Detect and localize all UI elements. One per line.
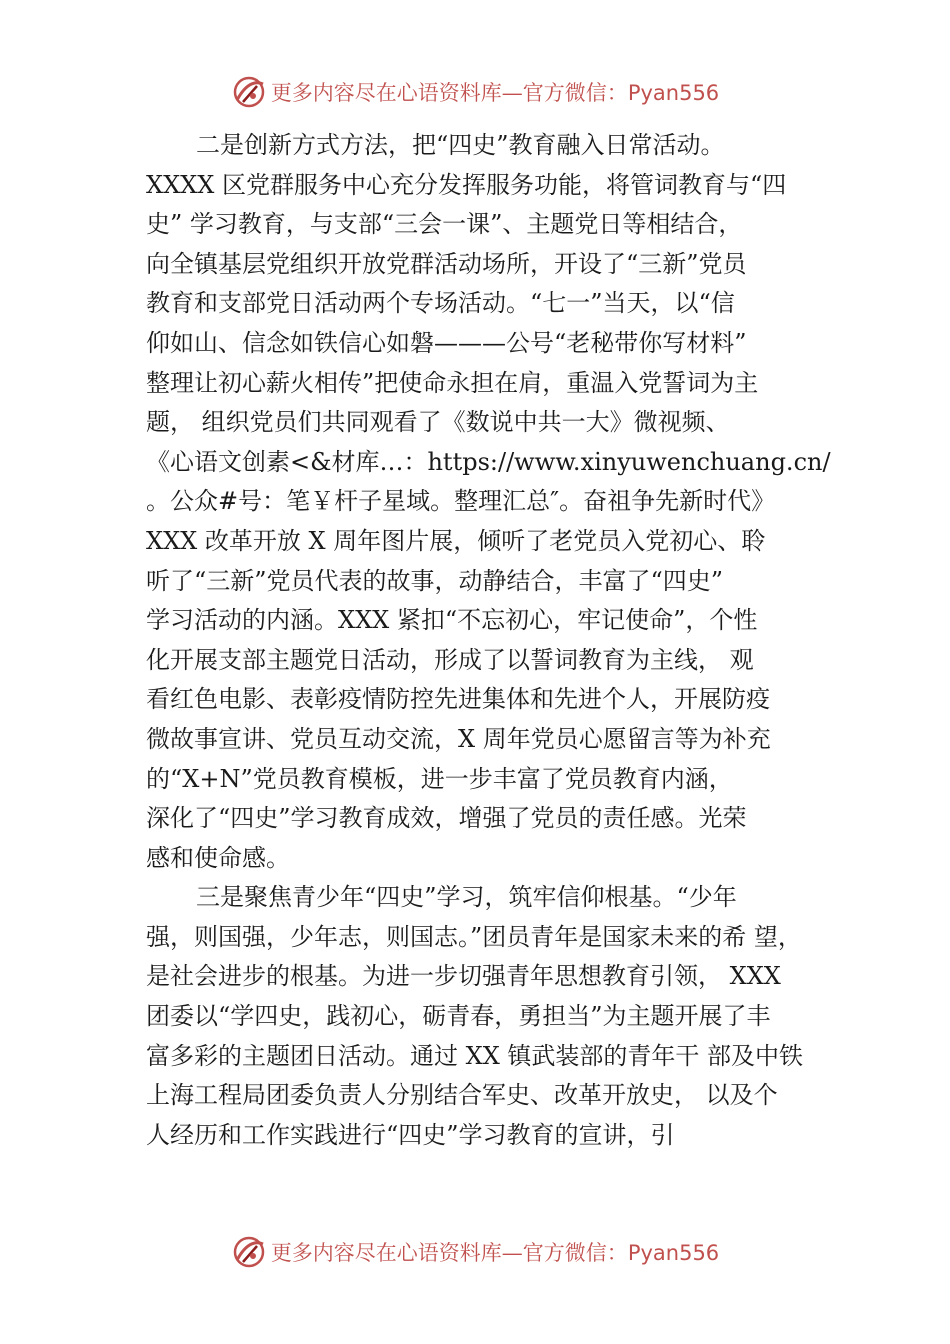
text-line: 感和使命感。 xyxy=(146,843,290,872)
text-line: 《心语文创素<&材库…：https://www.xinyuwenchuang.cn/ xyxy=(146,447,831,476)
text-line: 学习活动的内涵。XXX 紧扣“不忘初心，牢记使命”，个性 xyxy=(146,606,758,635)
text-line: 人经历和工作实践进行“四史”学习教育的宣讲，引 xyxy=(146,1120,675,1149)
text-line: 听了“三新”党员代表的故事，动静结合，丰富了“四史” xyxy=(146,566,724,595)
text-line: 是社会进步的根基。为进一步切强青年思想教育引领， XXX xyxy=(146,962,781,991)
text-line: 向全镇基层党组织开放党群活动场所，开设了“三新”党员 xyxy=(146,249,747,278)
text-line: 的“X+N”党员教育模板，进一步丰富了党员教育内涵， xyxy=(146,764,733,793)
text-line: 三是聚焦青少年“四史”学习，筑牢信仰根基。“少年 xyxy=(196,883,737,912)
logo-icon xyxy=(231,1234,267,1270)
footer-watermark xyxy=(0,1232,950,1272)
text-line: 强，则国强，少年志，则国志。”团员青年是国家未来的希 望， xyxy=(146,922,802,951)
text-line: 化开展支部主题党日活动，形成了以誓词教育为主线， 观 xyxy=(146,645,754,674)
watermark-text: 更多内容尽在心语资料库—官方微信：Pyan556 xyxy=(270,1241,720,1265)
text-line: 教育和支部党日活动两个专场活动。“七一”当天，以“信 xyxy=(146,289,735,318)
text-line: 上海工程局团委负责人分别结合军史、改革开放史， 以及个 xyxy=(146,1081,778,1110)
text-line: 题， 组织党员们共同观看了《数说中共一大》微视频、 xyxy=(146,408,730,437)
text-line: XXXX 区党群服务中心充分发挥服务功能，将管词教育与“四 xyxy=(146,170,787,199)
text-line: 深化了“四史”学习教育成效，增强了党员的责任感。光荣 xyxy=(146,804,747,833)
text-line: 史” 学习教育，与支部“三会一课”、主题党日等相结合， xyxy=(146,210,743,239)
header-watermark xyxy=(0,72,950,112)
watermark-text: 更多内容尽在心语资料库—官方微信：Pyan556 xyxy=(270,81,720,105)
text-line: 团委以“学四史，践初心，砺青春，勇担当”为主题开展了丰 xyxy=(146,1002,771,1031)
text-line: 整理让初心薪火相传”把使命永担在肩，重温入党誓词为主 xyxy=(146,368,759,397)
logo-icon xyxy=(231,74,267,110)
text-line: 。公众#号：笔￥杆子星域。整理汇总″。奋祖争先新时代》 xyxy=(146,487,776,516)
text-line: 二是创新方式方法，把“四史”教育融入日常活动。 xyxy=(196,131,725,159)
document-body xyxy=(146,126,836,1155)
text-line: 仰如山、信念如铁信心如磐———公号“老秘带你写材料” xyxy=(146,328,747,357)
text-line: 富多彩的主题团日活动。通过 XX 镇武装部的青年干 部及中铁 xyxy=(146,1041,804,1070)
text-line: 看红色电影、表彰疫情防控先进集体和先进个人，开展防疫 xyxy=(146,685,770,714)
text-line: XXX 改革开放 X 周年图片展，倾听了老党员入党初心、聆 xyxy=(146,526,766,555)
text-line: 微故事宣讲、党员互动交流，X 周年党员心愿留言等为补充 xyxy=(146,724,771,753)
